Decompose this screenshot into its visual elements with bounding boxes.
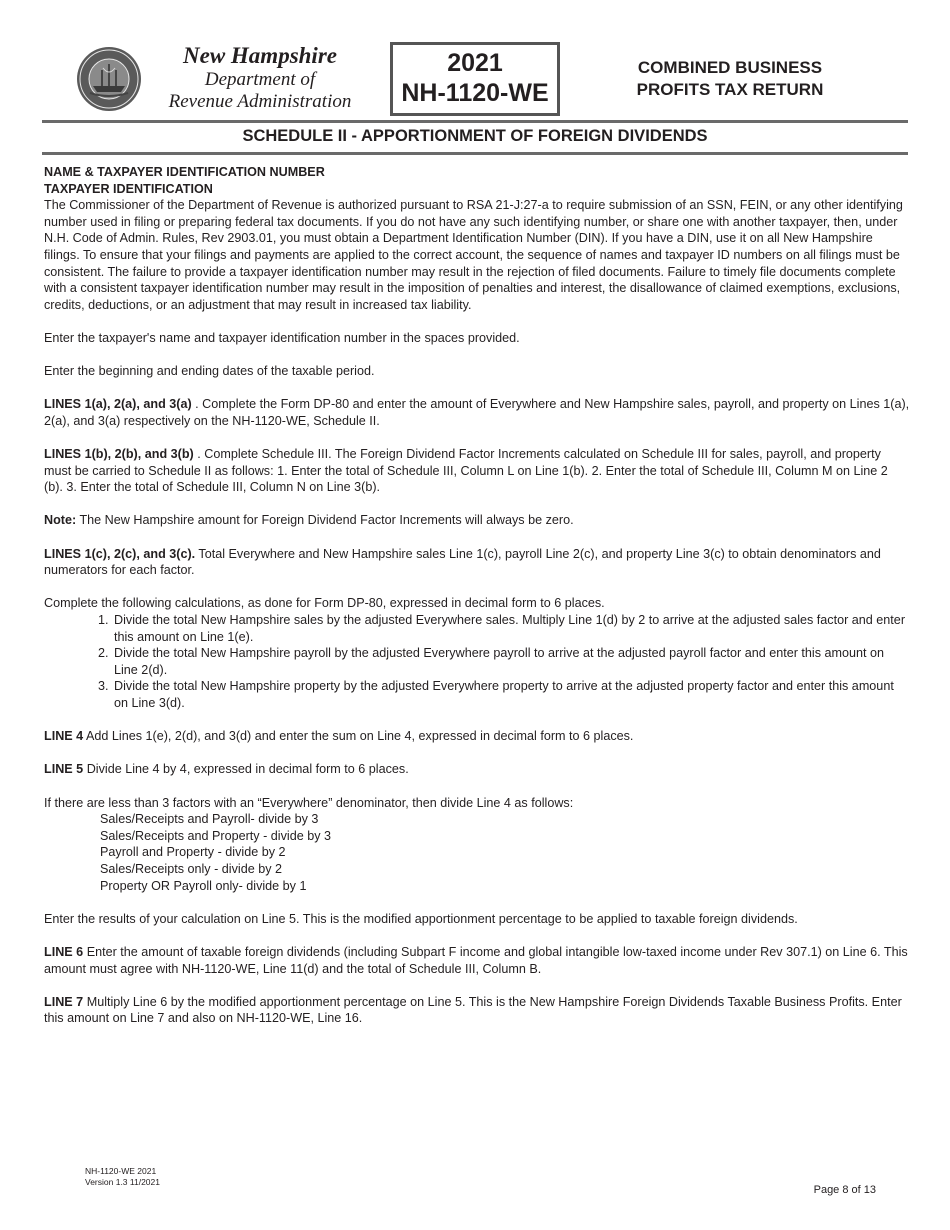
factor-item: Property OR Payroll only- divide by 1 xyxy=(100,878,307,893)
calc-intro: Complete the following calculations, as done for Form DP-80, expressed in decimal form to 6 places. xyxy=(44,596,605,611)
agency-block xyxy=(150,42,370,113)
line-7-text: Multiply Line 6 by the modified apportionment percentage on Line 5. This is the New Hampshire Foreign Dividends Taxable Business Profits. Enter this amount on Line 7 and also on NH-1120-WE, Line 16. xyxy=(44,994,902,1026)
return-title xyxy=(612,57,848,101)
section-heading: NAME & TAXPAYER IDENTIFICATION NUMBER xyxy=(44,165,325,179)
note-text: The New Hampshire amount for Foreign Dividend Factor Increments will always be zero. xyxy=(76,513,574,528)
factor-item: Payroll and Property - divide by 2 xyxy=(100,845,286,860)
line-6-paragraph xyxy=(44,944,910,977)
note-paragraph xyxy=(44,512,910,529)
taxpayer-id-paragraph: The Commissioner of the Department of Revenue is authorized pursuant to RSA 21-J:27-a to require submission of an SSN, FEIN, or any other identifying number used in filing or preparing federal tax documents. If you do not have any such identifying number, or share one with another taxpayer, then, under N.H. Code of Admin. Rules, Rev 2903.01, you must obtain a Department Identification Number (DIN). If you have a DIN, use it on all New Hampshire filings. To ensure that your filings and payments are applied to the correct account, the sequence of names and taxpayer ID numbers on all filings must be consistent. The failure to provide a taxpayer identification number may result in the rejection of filed documents. Failure to timely file documents complete with a consistent taxpayer identification number may result in the imposition of penalties and interest, the disallowance of claimed exemptions, exclusions, credits, deductions, or an adjustment that may result in increased tax liability. xyxy=(44,198,903,312)
calc-step: 3. Divide the total New Hampshire property by the adjusted Everywhere property to arrive at the adjusted property factor and enter this amount on Line 3(d). xyxy=(112,678,910,711)
lines-1c-label: LINES 1(c), 2(c), and 3(c). xyxy=(44,546,196,561)
section-subheading: TAXPAYER IDENTIFICATION xyxy=(44,181,213,196)
factor-item: Sales/Receipts and Payroll- divide by 3 xyxy=(100,812,319,827)
line-4-label: LINE 4 xyxy=(44,729,84,744)
line-5-label: LINE 5 xyxy=(44,762,84,777)
page-number: Page 8 of 13 xyxy=(813,1184,876,1196)
line-5-text: Divide Line 4 by 4, expressed in decimal form to 6 places. xyxy=(83,762,409,777)
lines-1a-text: . Complete the Form DP-80 and enter the amount of Everywhere and New Hampshire sales, payroll, and property on Lines 1(a), 2(a), and 3(a) respectively on the NH-1120-WE, Schedule II. xyxy=(44,397,910,428)
return-title-line2: PROFITS TAX RETURN xyxy=(636,80,824,99)
enter-name-paragraph: Enter the taxpayer's name and taxpayer identification number in the spaces provided. xyxy=(44,330,520,345)
line-5-paragraph xyxy=(44,761,910,778)
enter-dates-paragraph: Enter the beginning and ending dates of the taxable period. xyxy=(44,364,375,379)
form-number-box xyxy=(390,42,560,116)
lines-1a-label: LINES 1(a), 2(a), and 3(a) xyxy=(44,397,192,412)
title-divider xyxy=(42,152,908,155)
line-7-paragraph xyxy=(44,994,910,1027)
form-number: NH-1120-WE xyxy=(401,79,549,107)
return-title-line1: COMBINED BUSINESS xyxy=(637,58,823,77)
form-year: 2021 xyxy=(447,49,503,77)
factors-intro: If there are less than 3 factors with an “Everywhere” denominator, then divide Line 4 as follows: xyxy=(44,795,574,810)
department-name: Department of xyxy=(204,69,316,90)
note-label: Note: xyxy=(44,513,77,528)
state-name: New Hampshire xyxy=(183,43,337,68)
schedule-title: SCHEDULE II - APPORTIONMENT OF FOREIGN DIVIDENDS xyxy=(242,127,708,145)
lines-1c-text: Total Everywhere and New Hampshire sales Line 1(c), payroll Line 2(c), and property Line 3(c) to obtain denominators and numerators for each factor. xyxy=(44,546,881,578)
calc-step: 2. Divide the total New Hampshire payroll by the adjusted Everywhere payroll to arrive at the adjusted payroll factor and enter this amount on Line 2(d). xyxy=(112,645,910,678)
line-7-label: LINE 7 xyxy=(44,994,84,1009)
lines-1c-paragraph xyxy=(44,546,910,579)
footer-form-ref: NH-1120-WE 2021 xyxy=(85,1166,157,1176)
line-5-result-paragraph: Enter the results of your calculation on Line 5. This is the modified apportionment percentage to be applied to taxable foreign dividends. xyxy=(44,911,798,926)
factors-list xyxy=(100,811,910,894)
seal-icon xyxy=(76,46,142,112)
footer-version: Version 1.3 11/2021 xyxy=(85,1177,160,1187)
state-seal-logo xyxy=(76,46,142,112)
instructions-body xyxy=(44,164,910,1043)
line-4-text: Add Lines 1(e), 2(d), and 3(d) and enter the sum on Line 4, expressed in decimal form to 6 places. xyxy=(83,729,634,744)
line-6-text: Enter the amount of taxable foreign dividends (including Subpart F income and global intangible low-taxed income under Rev 307.1) on Line 6. This amount must agree with NH-1120-WE, Line 11(d) and the total of Schedule III, Column B. xyxy=(44,944,908,976)
lines-1b-label: LINES 1(b), 2(b), and 3(b) xyxy=(44,447,194,462)
footer-form-info xyxy=(85,1166,160,1188)
line-4-paragraph xyxy=(44,728,910,745)
factor-item: Sales/Receipts only - divide by 2 xyxy=(100,861,283,876)
line-6-label: LINE 6 xyxy=(44,944,84,959)
factor-item: Sales/Receipts and Property - divide by 3 xyxy=(100,828,332,843)
calc-step: 1. Divide the total New Hampshire sales by the adjusted Everywhere sales. Multiply Line 1(d) by 2 to arrive at the adjusted sales factor and enter this amount on Line 1(e). xyxy=(112,612,910,645)
lines-1a-paragraph xyxy=(44,396,910,429)
lines-1b-text: . Complete Schedule III. The Foreign Dividend Factor Increments calculated on Schedule III for sales, payroll, and property must be carried to Schedule II as follows: 1. Enter the total of Schedule III, Column L on Line 1(b). 2. Enter the total of Schedule III, Column M on Line 2 (b). 3. Enter the total of Schedule III, Column N on Line 3(b). xyxy=(44,447,888,495)
calc-steps-list xyxy=(44,612,910,712)
header-divider xyxy=(42,120,908,123)
lines-1b-paragraph xyxy=(44,446,910,496)
administration-name: Revenue Administration xyxy=(168,91,352,112)
